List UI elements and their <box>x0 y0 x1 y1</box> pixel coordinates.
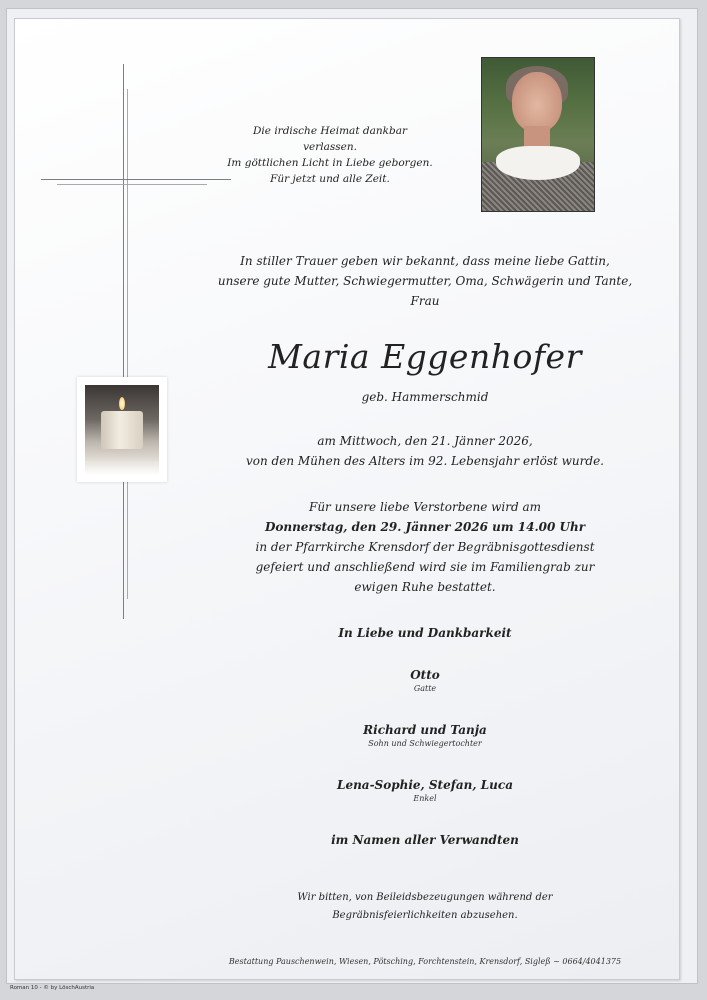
birth-name: geb. Hammerschmid <box>361 390 489 404</box>
mourner-relation: Gatte <box>413 684 437 693</box>
motto-line: Im göttlichen Licht in Liebe geborgen. <box>227 157 433 169</box>
mourner-names: Otto <box>410 668 440 682</box>
mourners-heading <box>215 625 635 641</box>
motto <box>225 123 435 187</box>
template-label: Roman 10 - © by LöschAustria <box>10 985 95 991</box>
death-line: von den Mühen des Alters im 92. Lebensjahr erlöst wurde. <box>245 454 604 468</box>
candle-photo <box>85 385 159 461</box>
request-line: Wir bitten, von Beileidsbezeugungen während der <box>297 892 553 903</box>
mourner-group <box>215 667 635 695</box>
mourner-names: Lena-Sophie, Stefan, Luca <box>337 778 513 792</box>
announcement-line: In stiller Trauer geben wir bekannt, dass meine liebe Gattin, <box>240 254 610 268</box>
cross-horizontal-line-inner <box>57 184 207 185</box>
mourners-heading-text: In Liebe und Dankbarkeit <box>338 626 512 640</box>
mourner-names: Richard und Tanja <box>363 723 487 737</box>
announcement-line: Frau <box>410 294 440 308</box>
funeral-line: gefeiert und anschließend wird sie im Familiengrab zur <box>255 560 595 574</box>
deceased-name: Maria Eggenhofer <box>268 337 582 376</box>
mourner-relation: Sohn und Schwiegertochter <box>368 739 482 748</box>
cross-vertical-line <box>123 64 124 619</box>
portrait-face <box>512 72 562 132</box>
portrait-photo <box>481 57 595 212</box>
candle-image <box>77 377 167 482</box>
request-line: Begräbnisfeierlichkeiten abzusehen. <box>332 910 518 921</box>
funeral-line: Für unsere liebe Verstorbene wird am <box>309 500 541 514</box>
mourners-closing <box>215 832 635 848</box>
portrait-lace-collar <box>496 146 580 180</box>
death-line: am Mittwoch, den 21. Jänner 2026, <box>317 434 533 448</box>
cross-horizontal-line <box>41 179 231 180</box>
motto-line: Die irdische Heimat dankbar verlassen. <box>253 125 407 153</box>
funeral-home-footer: Bestattung Pauschenwein, Wiesen, Pötsching, Forchtenstein, Krensdorf, Sigleß ~ 0664/4041375 <box>228 957 622 966</box>
motto-line: Für jetzt und alle Zeit. <box>270 173 390 185</box>
mourner-group <box>215 777 635 805</box>
funeral-line: ewigen Ruhe bestattet. <box>354 580 496 594</box>
flame-icon <box>119 397 125 410</box>
condolence-request <box>215 889 635 925</box>
mourner-group <box>215 722 635 750</box>
mourners-closing-text: im Namen aller Verwandten <box>331 833 519 847</box>
cross-vertical-line-inner <box>127 89 128 599</box>
announcement <box>215 251 635 311</box>
candle-icon <box>101 411 143 449</box>
mourner-relation: Enkel <box>413 794 437 803</box>
announcement-line: unsere gute Mutter, Schwiegermutter, Oma, Schwägerin und Tante, <box>217 274 633 288</box>
funeral-date: Donnerstag, den 29. Jänner 2026 um 14.00 Uhr <box>264 520 586 534</box>
candle-reflection <box>85 461 159 475</box>
funeral-line: in der Pfarrkirche Krensdorf der Begräbnisgottesdienst <box>255 540 595 554</box>
death-notice <box>215 431 635 471</box>
obituary-sheet <box>14 18 680 980</box>
funeral-details <box>215 497 635 597</box>
